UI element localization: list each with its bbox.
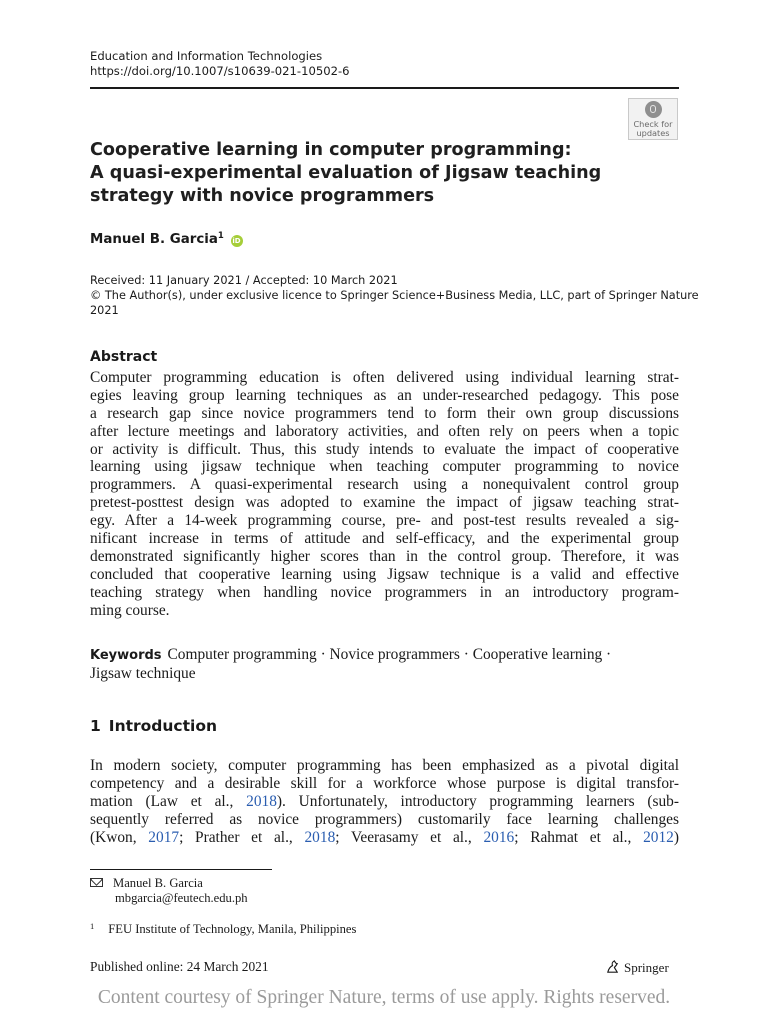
copyright-year: 2021 (90, 304, 119, 317)
abstract-line: programmers. A quasi-experimental research using a nonequivalent control group (90, 476, 679, 494)
abstract-line: after lecture meetings and laboratory activities, and often rely on peers when a topic (90, 422, 679, 440)
check-for-updates-label: Check for updates (633, 119, 673, 138)
citation-link[interactable]: 2018 (304, 828, 336, 846)
abstract-line: teaching strategy when handling novice programmers in an introductory program- (90, 583, 679, 601)
article-history (90, 273, 699, 318)
orcid-icon[interactable]: iD (232, 237, 241, 245)
affiliation-text: FEU Institute of Technology, Manila, Philippines (108, 922, 357, 936)
author-line (90, 231, 243, 247)
courtesy-watermark: Content courtesy of Springer Nature, terms of use apply. Rights reserved. (97, 987, 671, 1008)
author-name[interactable]: Manuel B. Garcia (90, 232, 218, 247)
check-for-updates-button[interactable] (628, 98, 678, 140)
article-title (90, 139, 630, 208)
title-line: Cooperative learning in computer programming: (90, 140, 572, 160)
corresponding-author-name: Manuel B. Garcia (113, 876, 203, 890)
check-for-updates-icon (645, 101, 662, 118)
title-line: A quasi-experimental evaluation of Jigsaw teaching (90, 163, 602, 183)
envelope-icon (90, 878, 103, 887)
abstract-line: demonstrated significantly higher scores than in the control group. Therefore, it was (90, 547, 679, 565)
citation-link[interactable]: 2018 (246, 792, 277, 810)
abstract-line: nificant increase in terms of attitude and self-efficacy, and the experimental group (90, 530, 679, 548)
publisher-name: Springer (624, 960, 669, 975)
keywords-label: Keywords (90, 648, 162, 663)
keywords-line: Computer programming · Novice programmers · Cooperative learning · (167, 646, 612, 663)
abstract-line: learning using jigsaw technique when teaching computer programming to novice (90, 458, 679, 476)
springer-logo (605, 959, 669, 976)
author-email[interactable]: mbgarcia@feutech.edu.ph (115, 891, 248, 905)
abstract-line: a research gap since novice programmers tend to form their own group discussions (90, 404, 679, 422)
abstract-line: pretest-posttest design was adopted to examine the impact of jigsaw teaching strat- (90, 494, 679, 512)
copyright-line: © The Author(s), under exclusive licence to Springer Science+Business Media, LLC, part of Springer Nature (90, 289, 699, 302)
journal-header (90, 49, 350, 79)
abstract-line: or activity is difficult. Thus, this study intends to evaluate the impact of cooperative (90, 440, 679, 458)
journal-name: Education and Information Technologies (90, 49, 323, 63)
title-line: strategy with novice programmers (90, 186, 435, 206)
intro-line: competency and a desirable skill for a workforce whose purpose is digital transfor- (90, 774, 679, 792)
abstract-body (90, 369, 679, 619)
intro-line: (Kwon, 2017; Prather et al., 2018; Veerasamy et al., 2016; Rahmat et al., 2012) (90, 828, 679, 846)
section-number: 1 (90, 717, 101, 735)
section-heading (90, 717, 217, 735)
abstract-line: egy. After a 14-week programming course, pre- and post-test results revealed a sig- (90, 512, 679, 530)
author-affiliation-mark: 1 (217, 231, 224, 241)
published-online: Published online: 24 March 2021 (90, 959, 269, 974)
footnote-rule (90, 869, 272, 870)
citation-link[interactable]: 2017 (148, 828, 180, 846)
intro-line: sequently referred as novice programmers) customarily face learning challenges (90, 810, 679, 828)
intro-line: In modern society, computer programming has been emphasized as a pivotal digital (90, 757, 679, 774)
citation-link[interactable]: 2012 (643, 828, 674, 846)
header-rule (90, 87, 679, 89)
introduction-body (90, 757, 679, 846)
abstract-heading: Abstract (90, 349, 158, 365)
keywords (90, 646, 690, 683)
intro-line: mation (Law et al., 2018). Unfortunately, introductory programming learners (sub- (90, 792, 679, 810)
springer-horse-icon (605, 959, 620, 974)
abstract-line: ming course. (90, 601, 170, 619)
affiliation-mark: 1 (90, 921, 95, 931)
abstract-line: Computer programming education is often delivered using individual learning strat- (90, 369, 679, 386)
corresponding-author-note (90, 876, 248, 906)
citation-link[interactable]: 2016 (483, 828, 515, 846)
affiliation-note (90, 919, 356, 937)
abstract-line: egies leaving group learning techniques as an under-researched pedagogy. This pose (90, 386, 679, 404)
abstract-line: concluded that cooperative learning using Jigsaw technique is a valid and effective (90, 565, 679, 583)
section-title: Introduction (108, 717, 218, 735)
received-accepted: Received: 11 January 2021 / Accepted: 10 March 2021 (90, 274, 398, 287)
keywords-line: Jigsaw technique (90, 665, 196, 682)
doi-link[interactable]: https://doi.org/10.1007/s10639-021-10502-6 (90, 64, 350, 78)
